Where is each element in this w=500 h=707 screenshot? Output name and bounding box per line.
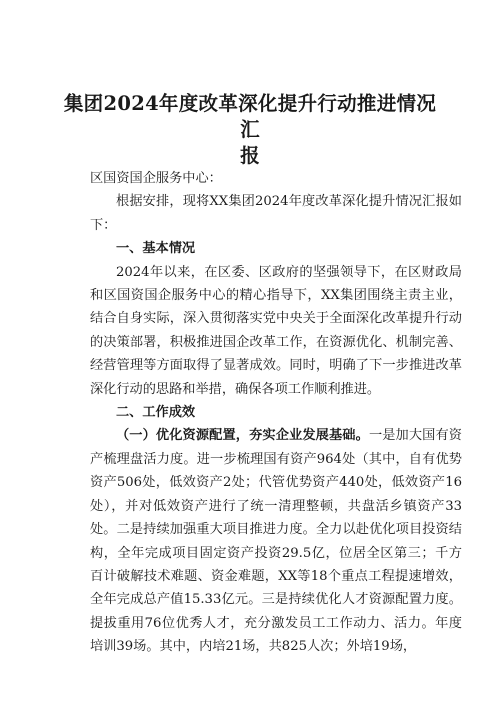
- salutation: 区国资国企服务中心：: [90, 171, 222, 186]
- document-title: [60, 91, 440, 169]
- section-1-paragraph: 2024年以来，在区委、区政府的坚强领导下，在区财政局和区国资国企服务中心的精心指导下，XX集团围绕主责主业，结合自身实际，深入贯彻落实党中央关于全面深化改革提升行动的决策部署，积极推进国企改革工作，在资源优化、机制完善、经营管理等方面取得了显著成效。同时，明确了下一步推进改革深化行动的思路和举措，确保各项工作顺利推进。: [90, 264, 462, 397]
- intro-paragraph: 根据安排，现将XX集团2024年度改革深化提升情况汇报如下：: [90, 194, 462, 233]
- section-2-paragraph: [90, 424, 462, 658]
- section-2-subheading: （一）优化资源配置，夯实企业发展基础。: [116, 428, 369, 444]
- document-body: [90, 167, 462, 659]
- section-2-heading: 二、工作成效: [116, 405, 196, 421]
- title-line-2: 报: [240, 144, 260, 167]
- section-2-text: 一是加大国有资产梳理盘活力度。进一步梳理国有资产964处（其中，自有优势资产506处，低效资产2处；代管优势资产440处，低效资产16处），并对低效资产进行了统一清理整顿，共盘活乡镇资产33处。二是持续加强重大项目推进力度。全力以赴优化项目投资结构，全年完成项目固定资产投资29.5亿，位居全区第三；千方百计破解技术难题、资金难题，XX等18个重点工程提速增效，全年完成总产值15.33亿元。三是持续优化人才资源配置力度。提拔重用76位优秀人才，充分激发员工工作动力、活力。年度培训39场。其中，内培21场，共825人次；外培19场，: [90, 428, 462, 655]
- section-1-heading: 一、基本情况: [116, 241, 196, 257]
- title-line-1: 集团2024年度改革深化提升行动推进情况汇: [63, 92, 437, 141]
